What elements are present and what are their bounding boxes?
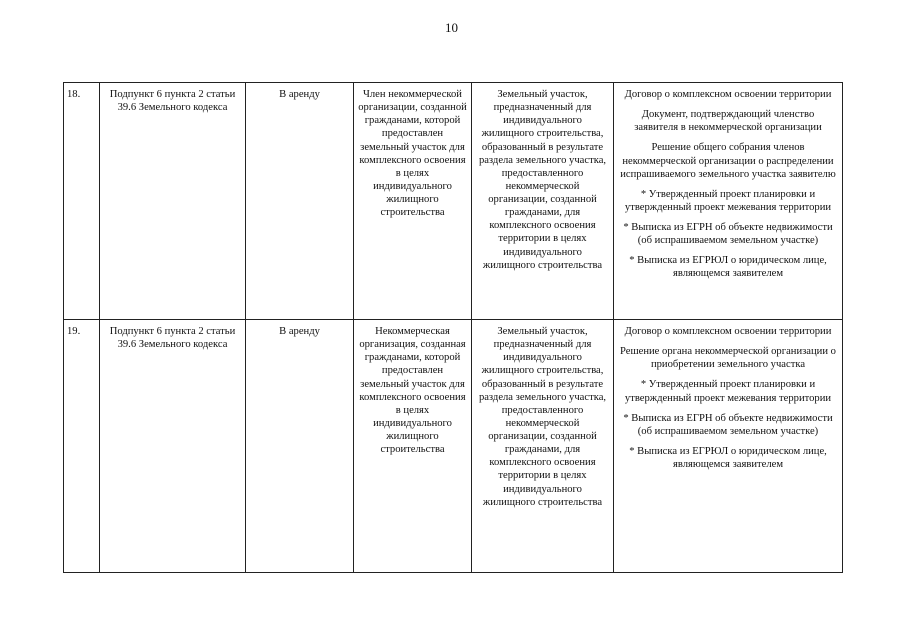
- document-item: Договор о комплексном освоении территории: [624, 89, 832, 100]
- provision-type-cell: В аренду: [246, 320, 354, 573]
- document-item: * Утвержденный проект планировки и утвержденный проект межевания территории: [624, 188, 832, 213]
- documents-cell: [614, 83, 843, 320]
- row-number: 19.: [64, 320, 100, 573]
- applicant-cell: Некоммерческая организация, созданная гражданами, которой предоставлен земельный участок для комплексного освоения в целях индивидуального жилищного строительства: [354, 320, 472, 573]
- provision-type-cell: В аренду: [246, 83, 354, 320]
- table-row: [64, 83, 843, 320]
- legal-basis-cell: Подпункт 6 пункта 2 статьи 39.6 Земельного кодекса: [100, 320, 246, 573]
- document-item: Договор о комплексном освоении территории: [624, 326, 832, 337]
- page-number: 10: [445, 20, 458, 35]
- documents-cell: [614, 320, 843, 573]
- document-item: * Выписка из ЕГРН об объекте недвижимости (об испрашиваемом земельном участке): [623, 412, 833, 437]
- document-item: Решение органа некоммерческой организации о приобретении земельного участка: [620, 346, 836, 371]
- land-provision-table: [63, 82, 843, 573]
- land-plot-cell: Земельный участок, предназначенный для индивидуального жилищного строительства, образованный в результате раздела земельного участка, предоставленного некоммерческой организации, созданной гражданами, для комплексного освоения территории в целях индивидуального жилищного строительства: [472, 320, 614, 573]
- legal-basis-cell: Подпункт 6 пункта 2 статьи 39.6 Земельного кодекса: [100, 83, 246, 320]
- row-number: 18.: [64, 83, 100, 320]
- land-plot-cell: Земельный участок, предназначенный для индивидуального жилищного строительства, образованный в результате раздела земельного участка, предоставленного некоммерческой организации, созданной гражданами, для комплексного освоения территории в целях индивидуального жилищного строительства: [472, 83, 614, 320]
- document-item: * Выписка из ЕГРЮЛ о юридическом лице, являющемся заявителем: [629, 445, 827, 470]
- document-item: * Утвержденный проект планировки и утвержденный проект межевания территории: [624, 379, 832, 404]
- document-item: * Выписка из ЕГРЮЛ о юридическом лице, являющемся заявителем: [629, 255, 827, 280]
- document-item: * Выписка из ЕГРН об объекте недвижимости (об испрашиваемом земельном участке): [623, 222, 833, 247]
- table-row: [64, 320, 843, 573]
- document-item: Решение общего собрания членов некоммерческой организации о распределении испрашиваемого земельного участка заявителю: [620, 142, 836, 180]
- applicant-cell: Член некоммерческой организации, созданной гражданами, которой предоставлен земельный участок для комплексного освоения в целях индивидуального жилищного строительства: [354, 83, 472, 320]
- document-item: Документ, подтверждающий членство заявителя в некоммерческой организации: [634, 109, 822, 134]
